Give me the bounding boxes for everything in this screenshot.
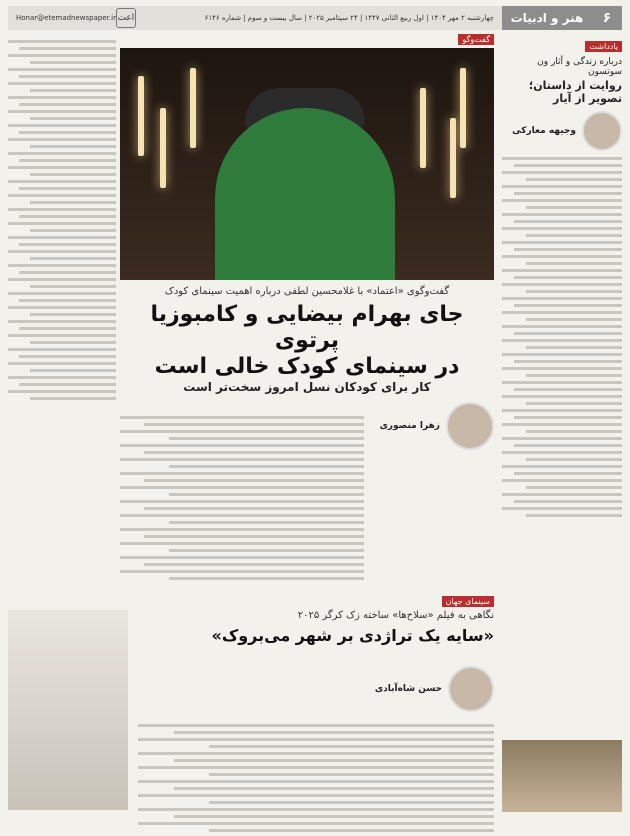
bottom-article bbox=[8, 596, 494, 814]
issue-date: چهارشنبه ۲ مهر ۱۴۰۴ | اول ربیع الثانی ۱۴۴۷ | ۲۴ سپتامبر ۲۰۲۵ | سال بیست و سوم | شماره ۶۱۴۶ bbox=[204, 14, 494, 22]
author-name: حسن شاه‌آبادی bbox=[374, 684, 442, 694]
contact-email: Honar@etemadnewspaper.ir bbox=[16, 14, 116, 22]
feature-subhead: کار برای کودکان نسل امروز سخت‌تر است bbox=[183, 380, 431, 394]
feature-tag: گفت‌وگو bbox=[458, 34, 494, 45]
feature-body bbox=[120, 412, 364, 584]
feature-author bbox=[374, 402, 494, 450]
right-column bbox=[502, 34, 622, 814]
bottom-tag: سینمای جهان bbox=[442, 596, 494, 607]
hero-photo bbox=[120, 48, 494, 280]
author-avatar bbox=[448, 666, 494, 712]
section-label: هنر و ادبیات bbox=[502, 6, 592, 30]
author-avatar bbox=[582, 111, 622, 151]
feature-article bbox=[120, 34, 494, 554]
feature-kicker: گفت‌وگوی «اعتماد» با غلامحسین لطفی درباره اهمیت سینمای کودک bbox=[164, 286, 450, 297]
bottom-photo bbox=[8, 610, 128, 810]
person-silhouette bbox=[215, 108, 395, 280]
page-number: ۶ bbox=[592, 6, 622, 30]
top-bar bbox=[8, 6, 622, 30]
bottom-body bbox=[138, 720, 494, 836]
note-tag: یادداشت bbox=[585, 41, 622, 52]
author-name: وجیهه معارکی bbox=[512, 126, 576, 136]
note-author bbox=[502, 111, 622, 151]
headline-line-1: جای بهرام بیضایی و کامبوزیا پرتوی bbox=[150, 302, 464, 353]
note-kicker: درباره زندگی و آثار ون سوتسون bbox=[537, 57, 622, 77]
left-body bbox=[8, 40, 116, 400]
author-avatar bbox=[446, 402, 494, 450]
bottom-kicker: نگاهی به فیلم «سلاح‌ها» ساخته زک کرگر ۲۰۲۵ bbox=[297, 610, 494, 621]
left-column bbox=[8, 34, 116, 590]
bottom-headline: «سایه یک تراژدی بر شهر می‌بروک» bbox=[211, 626, 494, 645]
meta-bar bbox=[8, 6, 502, 30]
feature-headline bbox=[120, 302, 494, 380]
bottom-author bbox=[375, 666, 494, 712]
author-name: زهرا منصوری bbox=[379, 421, 440, 431]
headline-line-2: در سینمای کودک خالی است bbox=[154, 354, 460, 379]
note-headline: روایت از داستان؛ تصویر از آیار bbox=[528, 79, 622, 105]
side-photo bbox=[502, 740, 622, 812]
note-body bbox=[502, 157, 622, 517]
newspaper-logo: اعت bbox=[116, 8, 136, 28]
